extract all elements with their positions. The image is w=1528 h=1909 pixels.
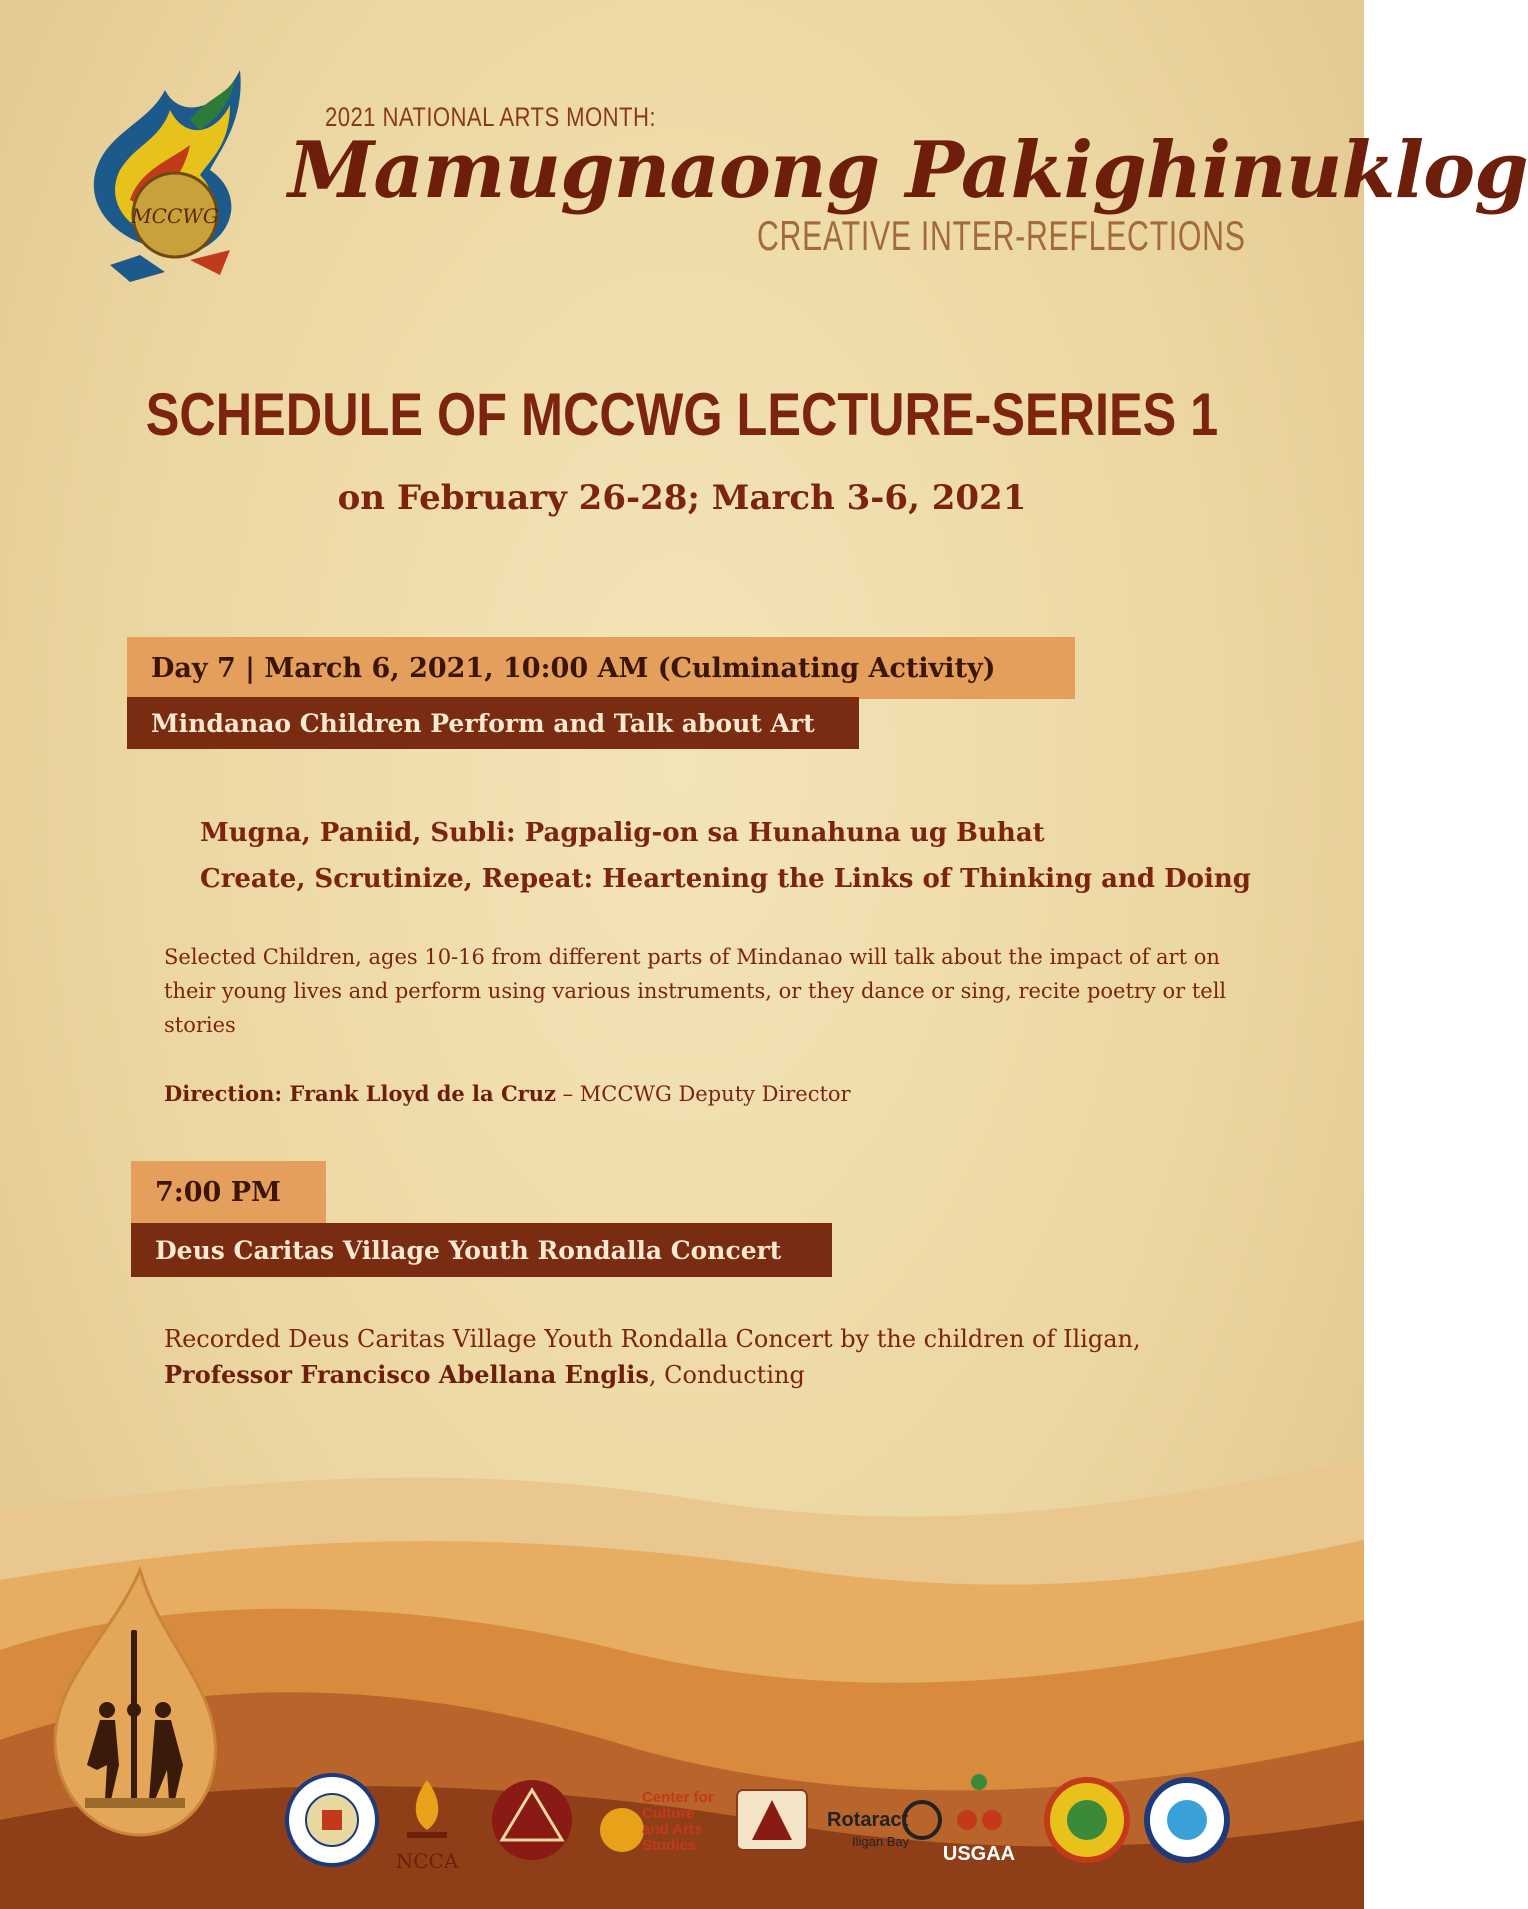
- day7-theme: [200, 810, 1251, 902]
- svg-text:USGAA: USGAA: [942, 1843, 1016, 1865]
- evening-event-title: Deus Caritas Village Youth Rondalla Concert: [155, 1235, 782, 1265]
- ccas-logo-icon: [600, 1789, 714, 1854]
- city-of-iligan-seal-icon: [1047, 1780, 1127, 1860]
- svg-text:Center for: Center for: [642, 1789, 714, 1806]
- day7-heading-bar: [127, 637, 1075, 699]
- rotaract-logo-icon: [827, 1802, 940, 1849]
- evening-time: 7:00 PM: [155, 1176, 281, 1208]
- mccwg-logo: [70, 50, 260, 290]
- evening-conductor-line: [164, 1357, 1244, 1393]
- evening-event-bar: [131, 1223, 832, 1277]
- svg-text:Iligan Bay: Iligan Bay: [852, 1834, 910, 1849]
- day7-event-title: Mindanao Children Perform and Talk about Art: [151, 708, 815, 738]
- day7-heading: Day 7 | March 6, 2021, 10:00 AM (Culminating Activity): [151, 652, 996, 684]
- svg-text:NCCA: NCCA: [395, 1849, 459, 1873]
- usgaa-logo-icon: [943, 1774, 1015, 1865]
- theme-line-cebuano: Mugna, Paniid, Subli: Pagpalig-on sa Hunahuna ug Buhat: [200, 818, 1045, 848]
- day7-direction: [164, 1077, 1244, 1111]
- svg-text:and Arts: and Arts: [642, 1821, 703, 1838]
- conductor-role: , Conducting: [648, 1361, 805, 1389]
- theme-line-english: Create, Scrutinize, Repeat: Heartening the Links of Thinking and Doing: [200, 864, 1251, 894]
- svg-text:Studies: Studies: [642, 1837, 697, 1854]
- flame-dancers-emblem: [45, 1570, 225, 1840]
- header-kicker: 2021 NATIONAL ARTS MONTH:: [325, 102, 656, 132]
- svg-text:Culture: Culture: [642, 1805, 695, 1822]
- sponsor-logos: [282, 1760, 1322, 1880]
- office-of-city-mayor-seal-icon: [1147, 1780, 1227, 1860]
- day7-description: Selected Children, ages 10-16 from different parts of Mindanao will talk about the impact of art on their young lives and perform using various instruments, or they dance or sing, recite poetry or tell stories: [164, 945, 1227, 1037]
- svg-text:Rotaract: Rotaract: [827, 1809, 909, 1831]
- dfa-seal-icon: [287, 1775, 377, 1865]
- evening-time-bar: [131, 1161, 326, 1223]
- day7-event-bar: [127, 697, 859, 749]
- evening-description-line: Recorded Deus Caritas Village Youth Rondalla Concert by the children of Iligan,: [164, 1325, 1141, 1353]
- ncca-logo-icon: [396, 1780, 459, 1873]
- direction-label: Direction: Frank Lloyd de la Cruz: [164, 1081, 556, 1106]
- header-script-title: Mamugnaong Pakighinuklog: [288, 125, 1528, 216]
- page-title: SCHEDULE OF MCCWG LECTURE-SERIES 1: [145, 381, 1219, 448]
- triangle-seal-icon: [492, 1780, 572, 1860]
- mccwg-small-logo-icon: [737, 1790, 807, 1850]
- conductor-name: Professor Francisco Abellana Englis: [164, 1360, 649, 1389]
- header-subtitle: CREATIVE INTER-REFLECTIONS: [757, 212, 1246, 259]
- direction-role: – MCCWG Deputy Director: [555, 1082, 851, 1106]
- evening-description: [164, 1322, 1244, 1393]
- svg-text:MCCWG: MCCWG: [131, 204, 219, 228]
- date-range: on February 26-28; March 3-6, 2021: [337, 478, 1027, 518]
